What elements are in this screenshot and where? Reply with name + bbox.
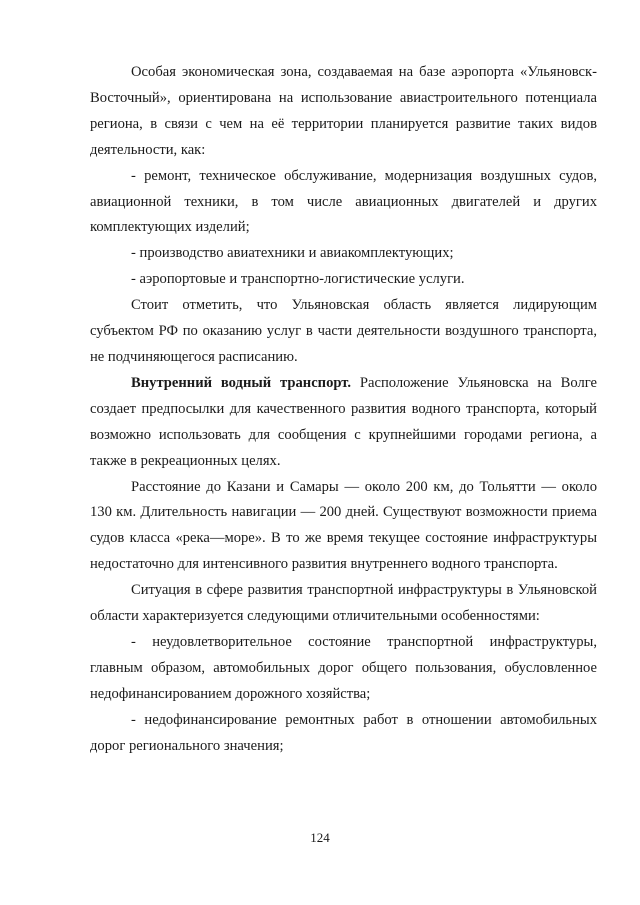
list-item: - производство авиатехники и авиакомплектующих;: [131, 245, 454, 262]
paragraph: Расстояние до Казани и Самары — около 200 км, до Тольятти — около 130 км. Длительность навигации — 200 дней. Существуют возможности приема судов класса «река—море». В то же время текущее состояние инфраструктуры недостаточно для интенсивного развития внутреннего водного транспорта.: [90, 478, 597, 573]
paragraph: Стоит отметить, что Ульяновская область является лидирующим субъектом РФ по оказанию услуг в части деятельности воздушного транспорта, не подчиняющегося расписанию.: [90, 297, 597, 365]
page-number: 124: [310, 830, 330, 845]
list-item: - ремонт, техническое обслуживание, модернизация воздушных судов, авиационной техники, в том числе авиационных двигателей и других комплектующих изделий;: [90, 167, 597, 236]
list-item: - аэропортовые и транспортно-логистические услуги.: [131, 271, 465, 288]
document-body: [90, 60, 597, 759]
list-item: - неудовлетворительное состояние транспортной инфраструктуры, главным образом, автомобильных дорог общего пользования, обусловленное недофинансированием дорожного хозяйства;: [90, 633, 597, 702]
paragraph: Особая экономическая зона, создаваемая на базе аэропорта «Ульяновск-Восточный», ориентирована на использование авиастроительного потенциала региона, в связи с чем на её территории планируется развитие таких видов деятельности, как:: [90, 64, 597, 158]
paragraph-text: Расположение Ульяновска на Волге создает предпосылки для качественного развития водного транспорта, который возможно использовать для сообщения с крупнейшими городами региона, а также в рекреационных целях.: [90, 374, 597, 469]
paragraph-water-transport: [90, 371, 597, 475]
section-lead-heading: Внутренний водный транспорт.: [131, 374, 352, 391]
list-item: - недофинансирование ремонтных работ в отношении автомобильных дорог регионального значения;: [90, 711, 597, 754]
paragraph: Ситуация в сфере развития транспортной инфраструктуры в Ульяновской области характеризуется следующими отличительными особенностями:: [90, 582, 597, 625]
